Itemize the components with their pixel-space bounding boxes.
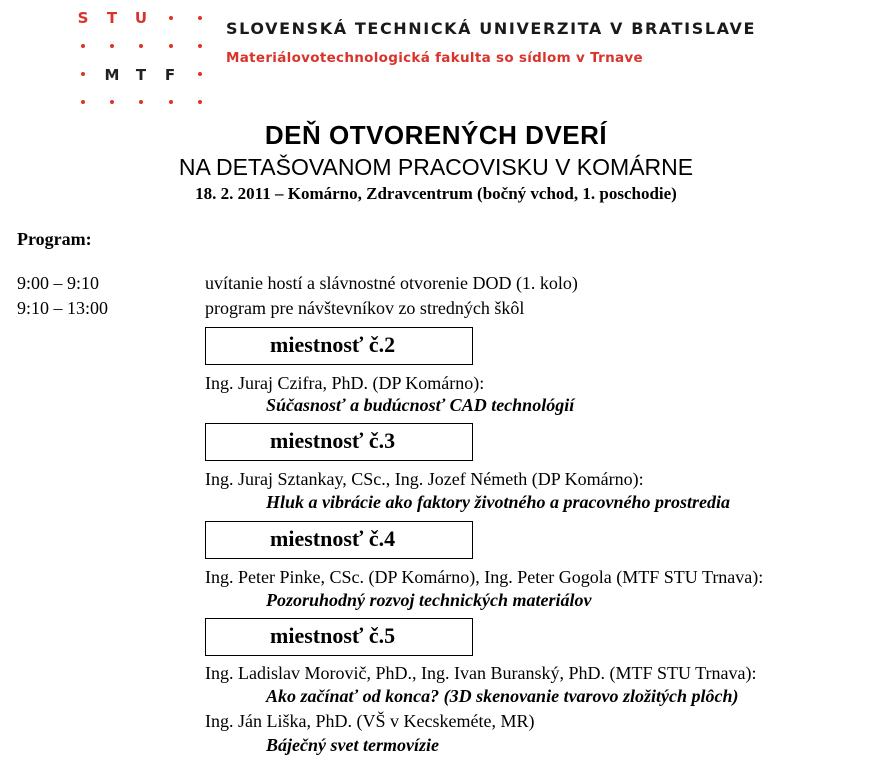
- talk-title: Hluk a vibrácie ako faktory životného a pracovného prostredia: [266, 492, 730, 512]
- logo-dot: [198, 16, 202, 20]
- logo-dot: [81, 100, 85, 104]
- logo-letter-s: S: [77, 9, 89, 27]
- room-label: miestnosť č.2: [270, 332, 396, 357]
- schedule-time: 9:00 – 9:10: [17, 273, 100, 293]
- page-title: DEŇ OTVORENÝCH DVERÍ: [264, 120, 608, 150]
- logo-letter-f: F: [164, 66, 176, 84]
- logo-letter-t2: T: [135, 66, 147, 84]
- logo-letter-t: T: [106, 9, 118, 27]
- logo-dot: [198, 44, 202, 48]
- logo-dot: [198, 72, 202, 76]
- faculty-logo: [71, 6, 211, 106]
- faculty-name: Materiálovotechnologická fakulta so sídlom v Trnave: [226, 50, 643, 66]
- talk-speaker: Ing. Peter Pinke, CSc. (DP Komárno), Ing. Peter Gogola (MTF STU Trnava):: [205, 567, 764, 587]
- room-box: [205, 423, 473, 461]
- room-label: miestnosť č.4: [270, 526, 396, 551]
- room-label: miestnosť č.3: [270, 428, 396, 453]
- talk-speaker: Ing. Ján Liška, PhD. (VŠ v Kecskeméte, MR): [205, 711, 535, 731]
- logo-dot: [139, 44, 143, 48]
- logo-dot: [139, 100, 143, 104]
- logo-dot: [81, 44, 85, 48]
- room-box: [205, 521, 473, 559]
- logo-dot: [110, 44, 114, 48]
- talk-title: Pozoruhodný rozvoj technických materiálov: [266, 590, 592, 610]
- talk-speaker: Ing. Ladislav Morovič, PhD., Ing. Ivan Buranský, PhD. (MTF STU Trnava):: [205, 663, 757, 683]
- logo-dot: [169, 100, 173, 104]
- room-label: miestnosť č.5: [270, 623, 396, 648]
- talk-title: Báječný svet termovízie: [266, 735, 439, 755]
- logo-dot: [169, 44, 173, 48]
- room-box: [205, 327, 473, 365]
- talk-speaker: Ing. Juraj Sztankay, CSc., Ing. Jozef Németh (DP Komárno):: [205, 469, 644, 489]
- event-date-location: 18. 2. 2011 – Komárno, Zdravcentrum (bočný vchod, 1. poschodie): [195, 184, 677, 203]
- schedule-text: uvítanie hostí a slávnostné otvorenie DOD (1. kolo): [205, 273, 578, 293]
- university-name: SLOVENSKÁ TECHNICKÁ UNIVERZITA V BRATISLAVE: [226, 19, 757, 38]
- logo-letter-m: M: [104, 66, 120, 84]
- program-heading: Program:: [17, 229, 92, 249]
- schedule-time: 9:10 – 13:00: [17, 298, 109, 318]
- talk-title: Ako začínať od konca? (3D skenovanie tvarovo zložitých plôch): [266, 686, 739, 706]
- logo-letter-u: U: [134, 9, 148, 27]
- room-box: [205, 618, 473, 656]
- talk-speaker: Ing. Juraj Czifra, PhD. (DP Komárno):: [205, 373, 485, 393]
- logo-dot: [110, 100, 114, 104]
- logo-dot: [169, 16, 173, 20]
- logo-dot: [198, 100, 202, 104]
- page-subtitle: NA DETAŠOVANOM PRACOVISKU V KOMÁRNE: [178, 154, 694, 180]
- talk-title: Súčasnosť a budúcnosť CAD technológií: [266, 395, 575, 415]
- logo-dot: [81, 72, 85, 76]
- schedule-text: program pre návštevníkov zo stredných škôl: [205, 298, 525, 318]
